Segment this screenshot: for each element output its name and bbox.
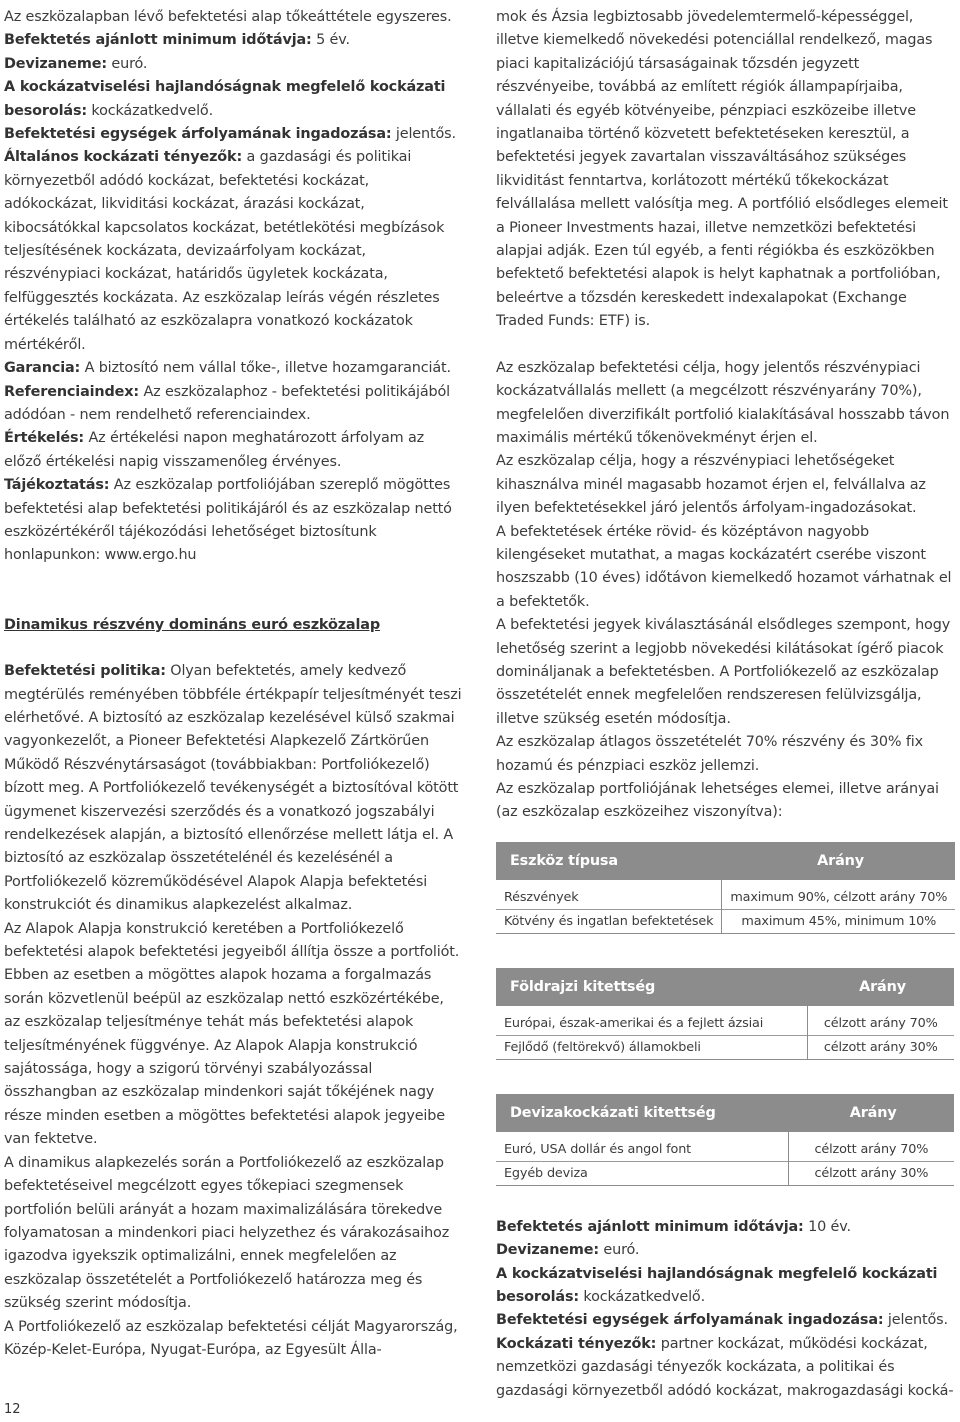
table-cell: Fejlődő (feltörekvő) államokbeli	[496, 1035, 807, 1059]
table-header	[496, 968, 954, 1006]
table-cell: célzott arány 70%	[823, 1015, 938, 1031]
leverage-text: Az eszközalapban lévő befektetési alap tőkeáttétele egyszeres.	[4, 9, 452, 25]
valuation-line	[4, 427, 464, 474]
currency-line-2	[496, 1239, 956, 1262]
investment-policy-value: Olyan befektetés, amely kedvező megtérülés reményében többféle értékpapír teljesítményét teszi elérhetővé. A biztosító az eszközalap kezelésével külső szakmai vagyonkezelőt, a Pioneer Befektetési Alapkezelő Zártkörűen Működő Részvénytársaságot (továbbiakban: Portfoliókezelő) bízott meg. A Portfoliókezelő tevékenységét a biztosítóval kötött ügymenet kiszervezési szerződés és a vonatkozó jogszabályi rendelkezések alapján, a biztosító ellenőrzése mellett látja el. A biztosító az eszközalap összetételénél és kezelésénél a Portfoliókezelő közreműködésével Alapok Alapja befektetési konstrukciót és dinamikus alapkezelést alkalmaz.	[4, 663, 462, 914]
general-risks-label: Általános kockázati tényezők:	[4, 149, 243, 166]
table-header	[496, 842, 955, 880]
general-risks-paragraph	[4, 146, 464, 357]
table-cell: célzott arány 30%	[807, 1035, 954, 1059]
table-header	[496, 1094, 954, 1132]
general-risks-value: a gazdasági és politikai környezetből adódó kockázat, befektetési kockázat, adókockázat, likviditási kockázat, árazási kockázat, kibocsátókkal kapcsolatos kockázat, betétlekötési megbízások teljesítésének kockázata, devizaárfolyam kockázat, részvénypiaci kockázat, határidős ügyletek kockázata, felfüggesztés kockázata. Az eszközalap leírás végén részletes értékelés található az eszközalapra vonatkozó kockázatok mértékéről.	[4, 149, 445, 353]
volatility-value-2: jelentős.	[883, 1312, 948, 1329]
information-label: Tájékoztatás:	[4, 477, 110, 494]
volatility-line	[4, 123, 464, 146]
currency-label: Devizaneme:	[4, 55, 107, 72]
risk-factors-line	[496, 1333, 956, 1403]
table-row	[496, 1006, 954, 1036]
min-horizon-label: Befektetés ajánlott minimum időtávja:	[4, 32, 312, 49]
table-header-cell: Eszköz típusa	[496, 842, 722, 880]
geographic-exposure-table	[496, 968, 954, 1060]
page-number: 12	[4, 1402, 21, 1417]
table-cell: Európai, észak-amerikai és a fejlett ázsiai	[496, 1006, 807, 1036]
volatility-line-2	[496, 1309, 956, 1332]
volatility-text: A befektetések értéke rövid- és középtávon nagyobb kilengéseket mutathat, a magas kockázatért cserébe viszont hoszszabb (10 éves) időtávon kiemelkedő hozamot várhatnak el a befektetők.	[496, 523, 952, 610]
min-horizon-value-2: 10 év.	[803, 1218, 851, 1235]
table-row	[496, 880, 955, 910]
guarantee-value: A biztosító nem vállal tőke-, illetve hozamgaranciát.	[80, 360, 451, 377]
risk-factors-value: partner kockázat, működési kockázat, nemzetközi gazdasági tényezők kockázata, a politikai és gazdasági környezetből adódó kockázat, makrogazdasági kocká-	[496, 1335, 954, 1399]
asset-type-table	[496, 842, 955, 934]
risk-class-line	[4, 76, 464, 123]
currency-value: euró.	[106, 55, 148, 72]
risk-class-label-2: A kockázatviselési hajlandóságnak megfelelő kockázati besorolás:	[496, 1265, 938, 1306]
portfolio-continuation-paragraph: mok és Ázsia legbiztosabb jövedelemtermelő-képességgel, illetve kiemelkedő növekedési potenciállal rendelkező, magas piaci kapitalizációjú társaságainak tőzsdén jegyzett részvényeibe, továbbá az említett régiók állampapírjaiba, vállalati és egyéb kötvényeibe, pénzpiaci eszközeibe illetve ingatlanaiba történő közvetett befektetéseken keresztül, a befektetési jegyek zavartalan visszaváltásához szükséges likviditást fenntartva, korlátozott mértékű tőkekockázat felvállalása mellett valósítja meg. A portfólió elsődleges elemeit a Pioneer Investments hazai, illetve nemzetközi befektetési alapjai adják. Ezen túl egyéb, a fenti régiókba és eszközökben befektető befektetési alapok is helyt kaphatnak a portfolióban, beleértve a tőzsdén kereskedett indexalapokat (Exchange Traded Funds: ETF) is.	[496, 9, 948, 330]
table-row	[496, 1161, 954, 1185]
right-column	[496, 6, 956, 1403]
reference-index-label: Referenciaindex:	[4, 383, 140, 400]
currency-value-2: euró.	[598, 1242, 640, 1259]
table-header-cell: Arány	[807, 968, 954, 1006]
table-row	[496, 1132, 954, 1162]
table-cell: Kötvény és ingatlan befektetések	[496, 909, 722, 933]
section-title: Dinamikus részvény domináns euró eszközalap	[4, 616, 380, 633]
guarantee-line	[4, 357, 464, 380]
table-header-cell: Arány	[722, 842, 955, 880]
min-horizon-label-2: Befektetés ajánlott minimum időtávja:	[496, 1218, 804, 1235]
table-cell: Egyéb deviza	[496, 1161, 788, 1185]
possible-elements-text: Az eszközalap portfoliójának lehetséges elemei, illetve arányai (az eszközalap eszközeihez viszonyítva):	[496, 781, 939, 821]
currency-line	[4, 53, 464, 76]
investment-goal-text: Az eszközalap befektetési célja, hogy jelentős részvénypiaci kockázatvállalás mellett (a megcélzott részvényarány 70%), megfelelően diverzifikált portfolió kialakításával hosszabb távon maximális mértékű tőkenövekményt érjen el.	[496, 359, 950, 446]
min-horizon-line	[4, 29, 464, 52]
table-row	[496, 1035, 954, 1059]
table-header-cell: Arány	[788, 1094, 954, 1132]
fund-goal-text: Az eszközalap célja, hogy a részvénypiaci lehetőségeket kihasználva minél magasabb hozamot érjen el, felvállalva az ilyen befektetésekkel járó jelentős árfolyam-ingadozásokat.	[496, 453, 926, 517]
valuation-value: Az értékelési napon meghatározott árfolyam az előző értékelési napig visszamenőleg érvényes.	[4, 430, 425, 470]
table-row	[496, 909, 955, 933]
min-horizon-line-2	[496, 1216, 956, 1239]
risk-class-value-2: kockázatkedvelő.	[578, 1289, 705, 1306]
volatility-label: Befektetési egységek árfolyamának ingadozása:	[4, 126, 392, 143]
currency-label-2: Devizaneme:	[496, 1242, 599, 1259]
min-horizon-value: 5 év.	[311, 32, 350, 49]
dynamic-management-paragraph: A dinamikus alapkezelés során a Portfoliókezelő az eszközalap befektetéseivel megcélzott egyes tőkepiaci szegmensek portfolión belüli arányát a hozam maximalizálására törekedve folyamatosan a mindenkori piaci helyzethez és várakozásaihoz igazodva igyekszik optimalizálni, ennek megfelelően az eszközalap összetételét a Portfoliókezelő határozza meg és szükség szerint módosítja.	[4, 1154, 450, 1312]
volatility-label-2: Befektetési egységek árfolyamának ingadozása:	[496, 1312, 884, 1329]
guarantee-label: Garancia:	[4, 360, 81, 377]
table-header-cell: Devizakockázati kitettség	[496, 1094, 788, 1132]
left-column	[4, 6, 464, 1362]
reference-index-value: Az eszközalaphoz - befektetési politikájából adódóan - nem rendelhető referenciaindex.	[4, 383, 451, 423]
information-value: Az eszközalap portfoliójában szereplő mögöttes befektetési alap befektetési politikájáról és az eszközalap nettó eszközértékéről tájékozódási lehetőséget biztosítunk honlapunkon: www.ergo.hu	[4, 477, 452, 564]
investment-goal-paragraph: A Portfoliókezelő az eszközalap befektetési célját Magyarország, Közép-Kelet-Európa, Nyugat-Európa, az Egyesült Álla-	[4, 1318, 458, 1358]
table-cell: maximum 45%, minimum 10%	[722, 909, 955, 933]
risk-class-line-2	[496, 1263, 956, 1310]
investment-policy-paragraph	[4, 660, 464, 917]
average-composition-text: Az eszközalap átlagos összetételét 70% részvény és 30% fix hozamú és pénzpiaci eszköz jellemzi.	[496, 734, 923, 774]
information-line	[4, 474, 464, 568]
table-cell: Részvények	[496, 880, 722, 910]
risk-class-value: kockázatkedvelő.	[86, 102, 213, 119]
investment-policy-label: Befektetési politika:	[4, 663, 166, 680]
fund-of-funds-paragraph: Az Alapok Alapja konstrukció keretében a Portfoliókezelő befektetési alapok befektetési jegyeiből állítja össze a portfoliót. Ebben az esetben a mögöttes alapok hozama a forgalmazás során közvetlenül beépül az eszközalap nettó eszközértékébe, az eszközalap teljesítménye tehát más befektetési alapok teljesítményének függvénye. Az Alapok Alapja konstrukció sajátossága, hogy a szigorú törvényi szabályozással összhangban az eszközalap mindenkori saját tőkéjének nagy része minden esetben a mögöttes befektetési alapok jegyeibe van fektetve.	[4, 920, 460, 1148]
table-cell: Euró, USA dollár és angol font	[496, 1132, 788, 1162]
table-cell: célzott arány 30%	[788, 1161, 954, 1185]
valuation-label: Értékelés:	[4, 430, 85, 447]
table-cell: maximum 90%, célzott arány 70%	[730, 889, 948, 905]
reference-index-line	[4, 381, 464, 428]
table-header-cell: Földrajzi kitettség	[496, 968, 807, 1006]
risk-class-label: A kockázatviselési hajlandóságnak megfelelő kockázati besorolás:	[4, 79, 446, 119]
selection-criteria-text: A befektetési jegyek kiválasztásánál elsődleges szempont, hogy lehetőség szerint a legjobb növekedési kilátásokat ígérő piacok domináljanak a befektetésben. A Portfoliókezelő az eszközalap összetételét ennek megfelelően rendszeresen felülvizsgálja, illetve szükség esetén módosítja.	[496, 617, 951, 727]
currency-exposure-table	[496, 1094, 954, 1186]
risk-factors-label: Kockázati tényezők:	[496, 1335, 657, 1352]
volatility-value: jelentős.	[391, 126, 456, 143]
table-cell: célzott arány 70%	[814, 1141, 929, 1157]
